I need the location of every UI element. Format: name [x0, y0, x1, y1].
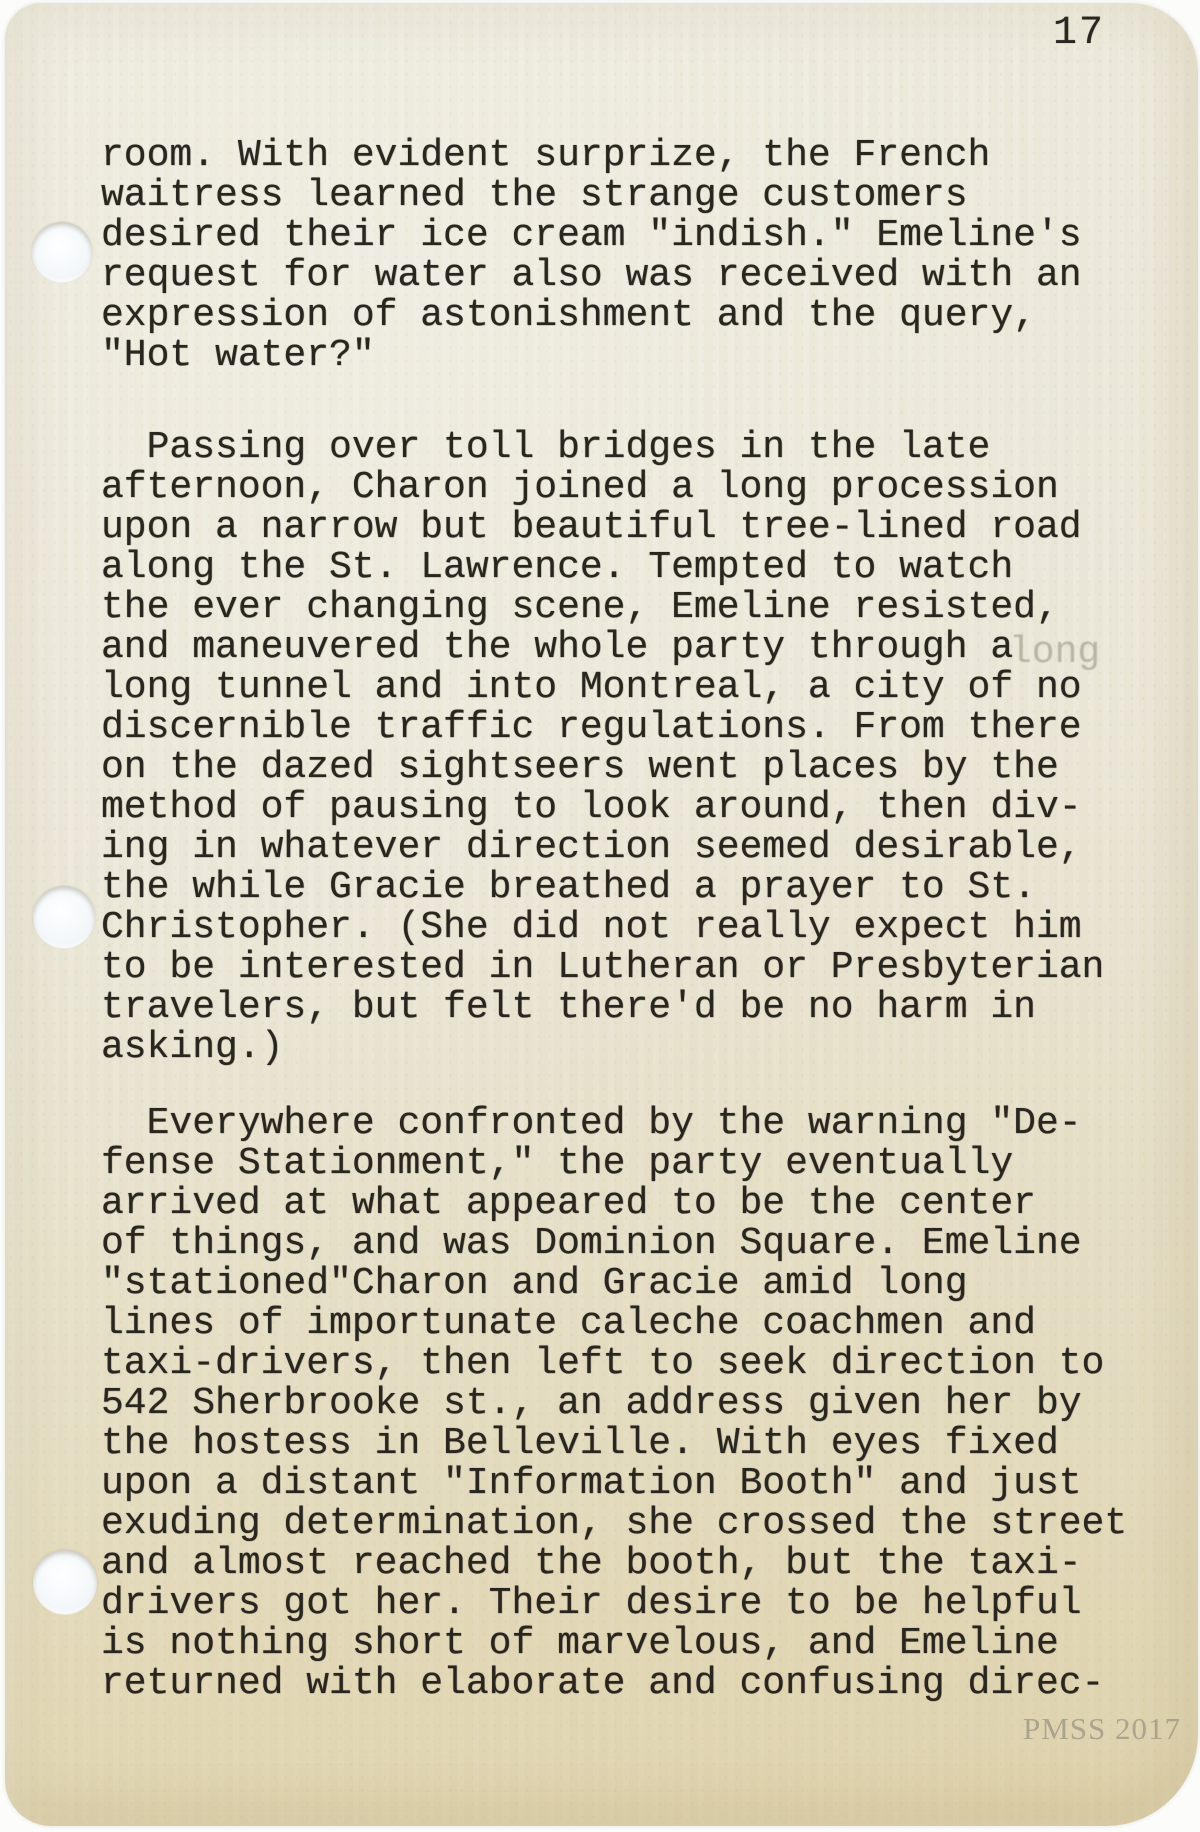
typed-line: request for water also was received with an — [101, 254, 1082, 297]
typed-line: drivers got her. Their desire to be helpful — [101, 1582, 1082, 1625]
typed-line: returned with elaborate and confusing direc- — [101, 1662, 1105, 1705]
typed-line: fense Stationment," the party eventually — [101, 1142, 1014, 1185]
typed-line: waitress learned the strange customers — [101, 174, 968, 217]
typed-line: discernible traffic regulations. From there — [101, 706, 1082, 749]
typed-line: upon a narrow but beautiful tree-lined road — [101, 506, 1082, 549]
typed-line: taxi-drivers, then left to seek direction to — [101, 1342, 1105, 1385]
hole-punch-middle — [33, 886, 95, 948]
watermark: PMSS 2017 — [1023, 1711, 1182, 1746]
typed-line: expression of astonishment and the query, — [101, 294, 1036, 337]
paper-sheet — [5, 3, 1198, 1826]
typed-line: and maneuvered the whole party through a — [101, 626, 1014, 669]
typed-line: is nothing short of marvelous, and Emeline — [101, 1622, 1059, 1665]
typed-line: the hostess in Belleville. With eyes fixed — [101, 1422, 1059, 1465]
typed-line: desired their ice cream "indish." Emeline's — [101, 214, 1082, 257]
paragraph — [101, 136, 1127, 376]
typed-line: arrived at what appeared to be the center — [101, 1182, 1036, 1225]
typed-line: method of pausing to look around, then div- — [101, 786, 1082, 829]
typed-line: on the dazed sightseers went places by the — [101, 746, 1059, 789]
typed-line: along the St. Lawrence. Tempted to watch — [101, 546, 1014, 589]
typed-line: room. With evident surprize, the French — [101, 134, 991, 177]
typed-line: to be interested in Lutheran or Presbyterian — [101, 946, 1105, 989]
ghost-overstrike-text: long — [1009, 631, 1101, 674]
typed-line: and almost reached the booth, but the taxi- — [101, 1542, 1082, 1585]
typed-line: ing in whatever direction seemed desirable, — [101, 826, 1082, 869]
typed-line: afternoon, Charon joined a long procession — [101, 466, 1059, 509]
typed-line: "Hot water?" — [101, 334, 375, 377]
typed-line: lines of importunate caleche coachmen and — [101, 1302, 1036, 1345]
typed-line: the ever changing scene, Emeline resisted, — [101, 586, 1059, 629]
typed-line: travelers, but felt there'd be no harm in — [101, 986, 1036, 1029]
typed-line: the while Gracie breathed a prayer to St. — [101, 866, 1036, 909]
typed-line: 542 Sherbrooke st., an address given her by — [101, 1382, 1082, 1425]
hole-punch-top — [32, 222, 92, 282]
typed-line: upon a distant "Information Booth" and just — [101, 1462, 1082, 1505]
typed-line: "stationed"Charon and Gracie amid long — [101, 1262, 968, 1305]
typed-line: exuding determination, she crossed the street — [101, 1502, 1128, 1545]
typed-line: asking.) — [101, 1026, 284, 1069]
typed-line: of things, and was Dominion Square. Emeline — [101, 1222, 1082, 1265]
paragraph — [101, 1104, 1127, 1704]
paragraph — [101, 428, 1127, 1068]
typed-line: long tunnel and into Montreal, a city of no — [101, 666, 1082, 709]
typed-line: Christopher. (She did not really expect him — [101, 906, 1082, 949]
page-number: 17 — [1053, 11, 1106, 56]
typed-line: Passing over toll bridges in the late — [101, 426, 991, 469]
typed-line: Everywhere confronted by the warning "De- — [101, 1102, 1082, 1145]
typed-document — [101, 136, 1127, 1704]
hole-punch-bottom — [33, 1550, 97, 1614]
